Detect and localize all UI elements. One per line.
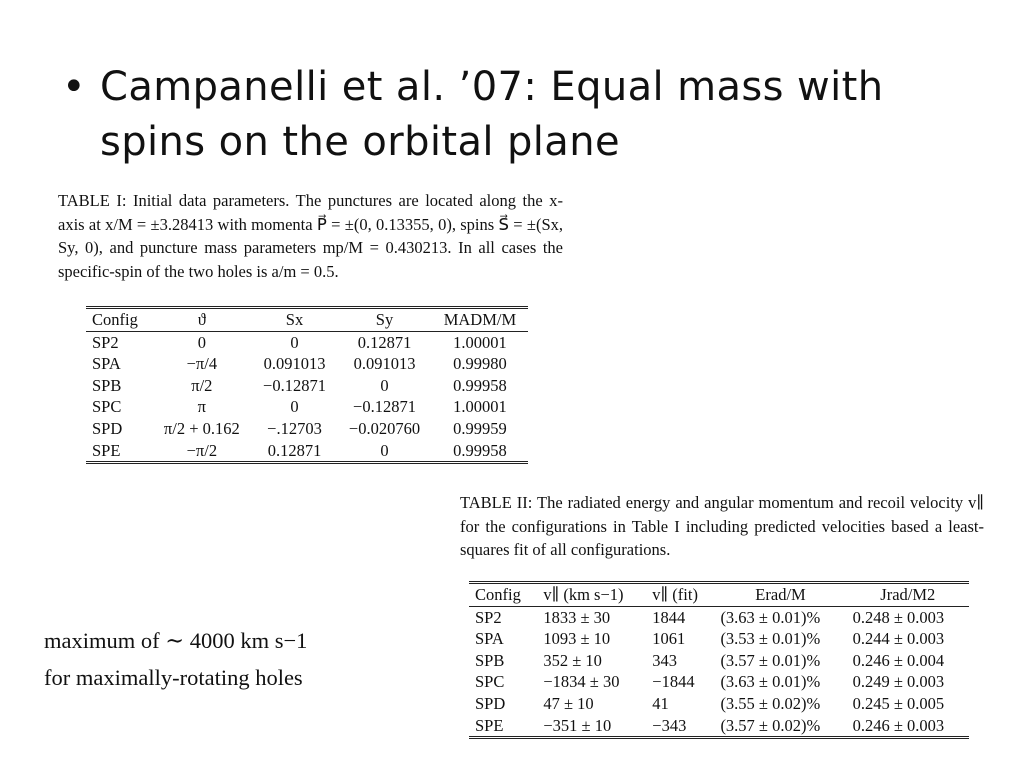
table2-cell: (3.63 ± 0.01)% <box>720 672 821 692</box>
table1-cell: 0.99958 <box>432 440 528 463</box>
table1-cell: 0.12871 <box>357 332 412 352</box>
table2-cell: (3.55 ± 0.02)% <box>720 693 821 713</box>
table1-cell: 0.99958 <box>453 375 507 395</box>
table1-cell: SPB <box>92 375 122 395</box>
table1-header: Config <box>86 308 152 332</box>
velocity-note <box>44 622 307 696</box>
table1-cell: π <box>197 397 207 417</box>
table2-cell: 0.246 ± 0.004 <box>852 650 945 670</box>
table2-header: Config <box>469 583 537 607</box>
table1-cell: 0 <box>380 375 389 395</box>
table2-header: v∥ (km s−1) <box>537 583 646 607</box>
table1-row <box>86 418 528 440</box>
table1-cell: SP2 <box>92 332 119 352</box>
table2-cell: SPD <box>475 693 506 713</box>
table1-row <box>86 353 528 375</box>
table1-row <box>86 396 528 418</box>
table1-cell: 0 <box>290 332 299 352</box>
table1-header-row <box>86 308 528 332</box>
table2-header: v∥ (fit) <box>646 583 714 607</box>
table2-row <box>469 693 969 715</box>
bullet-dot: • <box>62 64 86 110</box>
table2-cell: −1844 <box>652 672 695 692</box>
table2-cell: 47 ± 10 <box>543 693 594 713</box>
table2-cell: SPB <box>475 650 505 670</box>
table1-row <box>86 440 528 463</box>
table2-header: Jrad/M2 <box>847 583 969 607</box>
table1-header: MADM/M <box>432 308 528 332</box>
table1-cell: −.12703 <box>267 418 322 438</box>
table1-cell: SPD <box>92 418 123 438</box>
table1-cell: −0.020760 <box>348 418 421 438</box>
table1-cell: 0.99980 <box>453 354 507 374</box>
table1-cell: 0 <box>337 440 432 463</box>
table1-cell: 1.00001 <box>453 397 507 417</box>
table1-cell: SPA <box>92 354 121 374</box>
table2-cell: 1061 <box>652 629 686 649</box>
table1-cell: SPC <box>92 397 122 417</box>
table1-cell: π/2 <box>191 375 213 395</box>
table2-cell: 0.246 ± 0.003 <box>847 715 969 738</box>
table2-cell: 0.245 ± 0.005 <box>852 693 945 713</box>
table2-caption: TABLE II: The radiated energy and angular momentum and recoil velocity v∥ for the configurations in Table I including predicted velocities based a least-squares fit of all configurations. <box>460 493 984 559</box>
table1 <box>86 306 528 464</box>
table1-body <box>86 331 528 463</box>
table1-cell: −0.12871 <box>353 397 416 417</box>
table1-cell: 0.99959 <box>453 418 507 438</box>
table2-header-row <box>469 583 969 607</box>
table2-cell: −343 <box>646 715 714 738</box>
table2-cell: 0.248 ± 0.003 <box>852 607 945 627</box>
table2-cell: 0.249 ± 0.003 <box>852 672 945 692</box>
table1-cell: SPE <box>86 440 152 463</box>
table2-cell: (3.53 ± 0.01)% <box>720 629 821 649</box>
table2-cell: 1833 ± 30 <box>543 607 611 627</box>
table2-cell: SP2 <box>475 607 502 627</box>
table2-cell: SPA <box>475 629 504 649</box>
table2-cell: 343 <box>652 650 678 670</box>
table1-caption: TABLE I: Initial data parameters. The punctures are located along the x-axis at x/M = ±3.28413 with momenta P⃗ = ±(0, 0.13355, 0), spins S⃗ = ±(Sx, Sy, 0), and puncture mass parameters mp/M = 0.430213. In all cases the specific-spin of the two holes is a/m = 0.5. <box>58 191 563 281</box>
table1-cell: 0 <box>197 332 206 352</box>
bullet-text: Campanelli et al. ’07: Equal mass with spins on the orbital plane <box>100 64 884 165</box>
table1-row <box>86 331 528 353</box>
table2-row <box>469 671 969 693</box>
table1-cell: 0.091013 <box>263 354 326 374</box>
table2-cell: (3.63 ± 0.01)% <box>720 607 821 627</box>
table2-cell: −351 ± 10 <box>537 715 646 738</box>
table1-cell: 0.091013 <box>353 354 416 374</box>
table1-cell: −0.12871 <box>263 375 326 395</box>
table2-row <box>469 628 969 650</box>
table2-cell: SPC <box>475 672 505 692</box>
table2-cell: 1844 <box>652 607 686 627</box>
table1-cell: 1.00001 <box>453 332 507 352</box>
table2-cell: (3.57 ± 0.02)% <box>714 715 846 738</box>
table2-header: Erad/M <box>714 583 846 607</box>
table1-header: Sy <box>337 308 432 332</box>
table2-cell: 41 <box>652 693 669 713</box>
table2-cell: −1834 ± 30 <box>543 672 620 692</box>
table1-cell: π/2 + 0.162 <box>163 418 240 438</box>
table1-row <box>86 375 528 397</box>
table1-header: ϑ <box>152 308 252 332</box>
table2-row <box>469 715 969 738</box>
note-line-1: maximum of ∼ 4000 km s−1 <box>44 628 308 653</box>
table2-cell: SPE <box>469 715 537 738</box>
table2 <box>469 581 969 739</box>
table1-header: Sx <box>252 308 337 332</box>
table2-cell: 1093 ± 10 <box>543 629 611 649</box>
table2-row <box>469 606 969 628</box>
slide-bullet <box>62 60 962 170</box>
table2-body <box>469 606 969 738</box>
table2-row <box>469 650 969 672</box>
table2-cell: (3.57 ± 0.01)% <box>720 650 821 670</box>
table1-cell: 0 <box>290 397 299 417</box>
table1-cell: −π/2 <box>152 440 252 463</box>
table1-cell: −π/4 <box>186 354 218 374</box>
table2-cell: 352 ± 10 <box>543 650 602 670</box>
table2-cell: 0.244 ± 0.003 <box>852 629 945 649</box>
table1-cell: 0.12871 <box>252 440 337 463</box>
note-line-2: for maximally-rotating holes <box>44 665 303 690</box>
